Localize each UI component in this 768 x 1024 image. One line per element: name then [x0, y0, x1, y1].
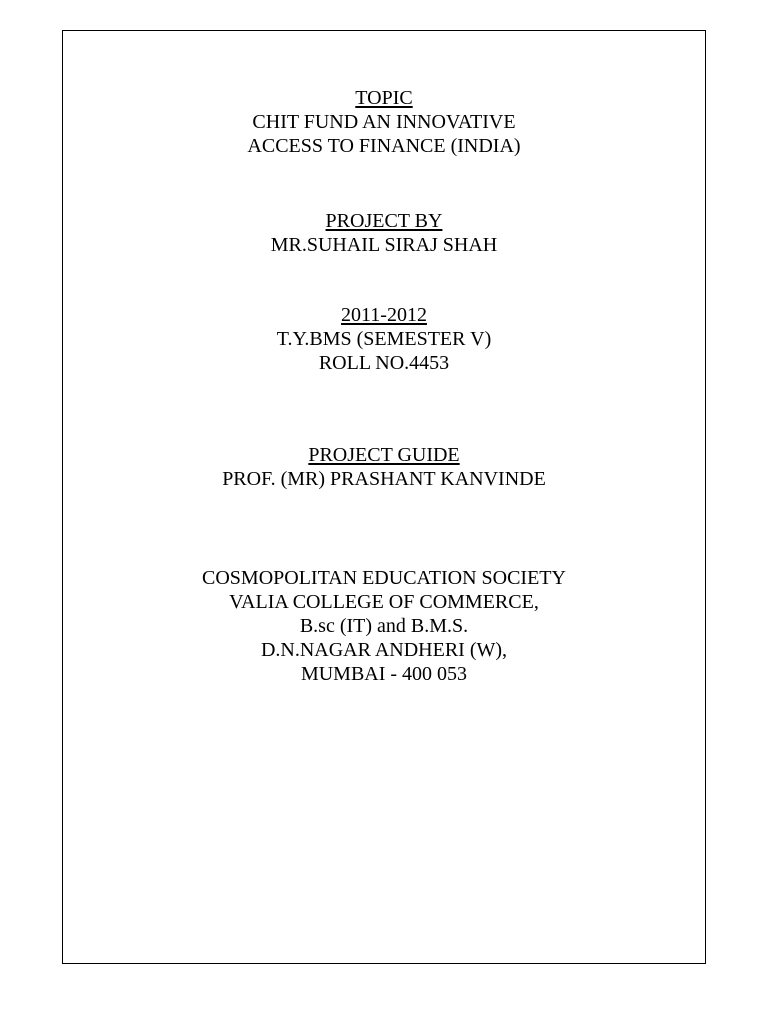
topic-title-line-2: ACCESS TO FINANCE (INDIA): [247, 135, 521, 157]
topic-title-line-1: CHIT FUND AN INNOVATIVE: [252, 111, 516, 133]
college-society: COSMOPOLITAN EDUCATION SOCIETY: [202, 567, 566, 589]
roll-number: ROLL NO.4453: [318, 352, 450, 374]
college-name: VALIA COLLEGE OF COMMERCE,: [229, 591, 539, 613]
college-city: MUMBAI - 400 053: [300, 663, 468, 685]
college-courses: B.sc (IT) and B.M.S.: [299, 615, 469, 637]
topic-heading: TOPIC: [355, 87, 413, 109]
academic-section: [62, 303, 706, 375]
guide-name: PROF. (MR) PRASHANT KANVINDE: [222, 468, 546, 490]
project-guide-heading: PROJECT GUIDE: [308, 444, 460, 466]
class-semester: T.Y.BMS (SEMESTER V): [276, 328, 492, 350]
page-border: [62, 30, 706, 964]
project-by-heading: PROJECT BY: [325, 210, 443, 232]
topic-section: [62, 86, 706, 158]
student-name: MR.SUHAIL SIRAJ SHAH: [270, 234, 498, 256]
academic-year: 2011-2012: [341, 304, 427, 326]
guide-section: [62, 443, 706, 491]
college-address: D.N.NAGAR ANDHERI (W),: [260, 639, 508, 661]
college-section: [62, 566, 706, 686]
project-by-section: [62, 209, 706, 257]
